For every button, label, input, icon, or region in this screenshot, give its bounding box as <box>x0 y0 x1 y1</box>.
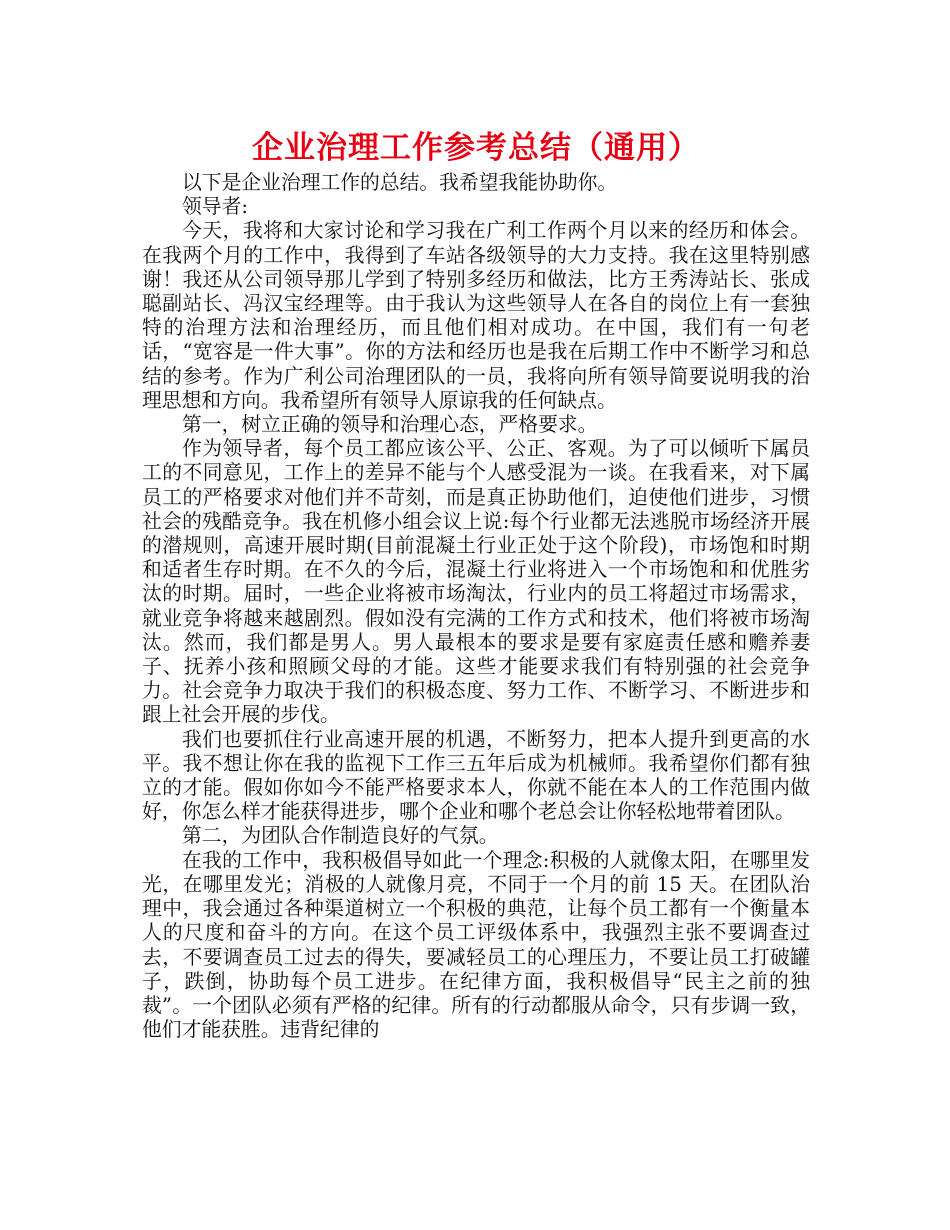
paragraph-experience: 今天，我将和大家讨论和学习我在广利工作两个月以来的经历和体会。在我两个月的工作中，我得到了车站各级领导的大力支持。我在这里特别感谢！我还从公司领导那儿学到了特别多经历和做法，比方王秀涛站长、张成聪副站长、冯汉宝经理等。由于我认为这些领导人在各自的岗位上有一套独特的治理方法和治理经历，而且他们相对成功。在中国，我们有一句老话，“宽容是一件大事”。你的方法和经历也是我在后期工作中不断学习和总结的参考。作为广利公司治理团队的一员，我将向所有领导简要说明我的治理思想和方向。我希望所有领导人原谅我的任何缺点。 <box>142 219 810 412</box>
document-page <box>142 118 810 1042</box>
paragraph-leadership: 作为领导者，每个员工都应该公平、公正、客观。为了可以倾听下属员工的不同意见，工作上的差异不能与个人感受混为一谈。在我看来，对下属员工的严格要求对他们并不苛刻，而是真正协助他们，迫使他们进步，习惯社会的残酷竞争。我在机修小组会议上说:每个行业都无法逃脱市场经济开展的潜规则，高速开展时期(目前混凝土行业正处于这个阶段)，市场饱和时期和适者生存时期。在不久的今后，混凝土行业将进入一个市场饱和和优胜劣汰的时期。届时，一些企业将被市场淘汰，行业内的员工将超过市场需求，就业竞争将越来越剧烈。假如没有完满的工作方式和技术，他们将被市场淘汰。然而，我们都是男人。男人最根本的要求是要有家庭责任感和赡养妻子、抚养小孩和照顾父母的才能。这些才能要求我们有特别强的社会竞争力。社会竞争力取决于我们的积极态度、努力工作、不断学习、不断进步和跟上社会开展的步伐。 <box>142 437 810 727</box>
paragraph-intro: 以下是企业治理工作的总结。我希望我能协助你。 <box>182 171 618 194</box>
paragraph-teamwork: 在我的工作中，我积极倡导如此一个理念:积极的人就像太阳，在哪里发光，在哪里发光；消极的人就像月亮，不同于一个月的前 15 天。在团队治理中，我会通过各种渠道树立一个积极的典范，让每个员工都有一个衡量本人的尺度和奋斗的方向。在这个员工评级体系中，我强烈主张不要调查过去，不要调查员工过去的得失，要减轻员工的心理压力，不要让员工打破罐子，跌倒，协助每个员工进步。在纪律方面，我积极倡导“民主之前的独裁”。一个团队必须有严格的纪律。所有的行动都服从命令，只有步调一致，他们才能获胜。违背纪律的 <box>142 848 810 1042</box>
document-title: 企业治理工作参考总结（通用） <box>252 130 700 166</box>
paragraph-salutation: 领导者: <box>182 195 249 219</box>
paragraph-opportunity: 我们也要抓住行业高速开展的机遇，不断努力，把本人提升到更高的水平。我不想让你在我的监视下工作三五年后成为机械师。我希望你们都有独立的才能。假如你如今不能严格要求本人，你就不能在本人的工作范围内做好，你怎么样才能获得进步，哪个企业和哪个老总会让你轻松地带着团队。 <box>142 727 810 824</box>
paragraph-heading-first: 第一，树立正确的领导和治理心态，严格要求。 <box>182 413 598 437</box>
paragraph-heading-second: 第二，为团队合作制造良好的气氛。 <box>182 824 499 848</box>
